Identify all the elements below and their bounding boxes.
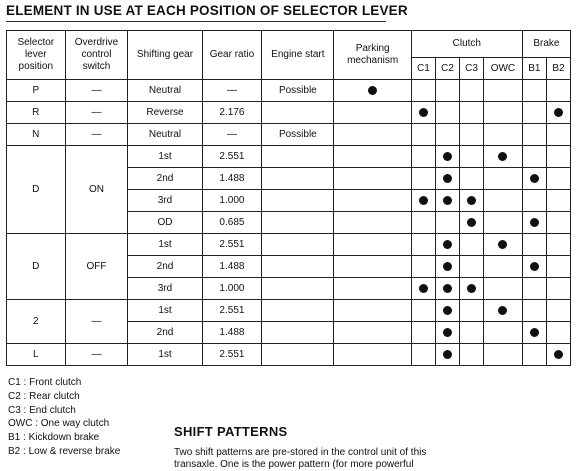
- cell-b2: [546, 190, 570, 212]
- engaged-dot: [554, 350, 563, 359]
- cell-owc: [484, 256, 523, 278]
- cell-parking-mechanism: [334, 212, 411, 234]
- paragraph-line: Two shift patterns are pre-stored in the control unit of this: [174, 447, 427, 458]
- cell-gear-ratio: —: [202, 124, 262, 146]
- cell-c3: [459, 256, 483, 278]
- table-row: [7, 344, 571, 366]
- cell-gear-ratio: 1.488: [202, 322, 262, 344]
- cell-c1: [411, 102, 435, 124]
- cell-engine-start: [262, 234, 334, 256]
- cell-parking-mechanism: [334, 234, 411, 256]
- cell-c2: [435, 168, 459, 190]
- cell-b2: [546, 102, 570, 124]
- cell-engine-start: [262, 190, 334, 212]
- cell-b2: [546, 234, 570, 256]
- cell-owc: [484, 80, 523, 102]
- legend-item: C3 : End clutch: [8, 404, 76, 416]
- cell-gear-ratio: 1.488: [202, 256, 262, 278]
- cell-gear-ratio: 2.551: [202, 300, 262, 322]
- cell-gear-ratio: 2.551: [202, 234, 262, 256]
- cell-c2: [435, 234, 459, 256]
- table-row: [7, 124, 571, 146]
- cell-shifting-gear: 3rd: [128, 190, 202, 212]
- legend-item: B2 : Low & reverse brake: [8, 445, 121, 457]
- cell-engine-start: [262, 344, 334, 366]
- cell-gear-ratio: 2.176: [202, 102, 262, 124]
- header-b1: B1: [522, 58, 546, 80]
- cell-shifting-gear: 2nd: [128, 322, 202, 344]
- cell-selector-position: R: [7, 102, 66, 124]
- cell-c1: [411, 80, 435, 102]
- header-selector-lever-position: Selector lever position: [7, 31, 66, 80]
- table-row: [7, 234, 571, 256]
- legend-item: OWC : One way clutch: [8, 418, 110, 430]
- cell-c2: [435, 190, 459, 212]
- cell-gear-ratio: 1.000: [202, 190, 262, 212]
- cell-b2: [546, 168, 570, 190]
- table-row: [7, 300, 571, 322]
- paragraph-line: transaxle. One is the power pattern (for more powerful: [174, 459, 414, 470]
- cell-b2: [546, 80, 570, 102]
- cell-engine-start: [262, 168, 334, 190]
- cell-b2: [546, 278, 570, 300]
- cell-c3: [459, 146, 483, 168]
- cell-c1: [411, 168, 435, 190]
- cell-engine-start: [262, 146, 334, 168]
- cell-c3: [459, 300, 483, 322]
- cell-b2: [546, 146, 570, 168]
- engaged-dot: [443, 284, 452, 293]
- cell-shifting-gear: Reverse: [128, 102, 202, 124]
- shift-patterns-heading: SHIFT PATTERNS: [174, 424, 288, 439]
- cell-b2: [546, 124, 570, 146]
- cell-overdrive-switch: —: [65, 124, 128, 146]
- cell-owc: [484, 190, 523, 212]
- cell-b2: [546, 212, 570, 234]
- cell-owc: [484, 234, 523, 256]
- engaged-dot: [498, 240, 507, 249]
- cell-c3: [459, 322, 483, 344]
- cell-c2: [435, 278, 459, 300]
- cell-b2: [546, 344, 570, 366]
- cell-c2: [435, 256, 459, 278]
- cell-shifting-gear: 1st: [128, 146, 202, 168]
- shift-patterns-text: [174, 447, 504, 471]
- cell-selector-position: L: [7, 344, 66, 366]
- cell-shifting-gear: Neutral: [128, 80, 202, 102]
- engaged-dot: [443, 196, 452, 205]
- cell-engine-start: Possible: [262, 124, 334, 146]
- cell-c2: [435, 124, 459, 146]
- cell-parking-mechanism: [334, 256, 411, 278]
- cell-b2: [546, 256, 570, 278]
- cell-b1: [522, 80, 546, 102]
- table-row: [7, 102, 571, 124]
- page-title: ELEMENT IN USE AT EACH POSITION OF SELECTOR LEVER: [6, 3, 408, 18]
- cell-c2: [435, 300, 459, 322]
- engaged-dot: [467, 196, 476, 205]
- engaged-dot: [443, 350, 452, 359]
- cell-overdrive-switch: —: [65, 102, 128, 124]
- cell-gear-ratio: 1.488: [202, 168, 262, 190]
- cell-engine-start: [262, 256, 334, 278]
- cell-c1: [411, 212, 435, 234]
- cell-c1: [411, 344, 435, 366]
- cell-c2: [435, 322, 459, 344]
- cell-shifting-gear: OD: [128, 212, 202, 234]
- cell-owc: [484, 212, 523, 234]
- header-c2: C2: [435, 58, 459, 80]
- cell-b1: [522, 234, 546, 256]
- cell-parking-mechanism: [334, 322, 411, 344]
- cell-b1: [522, 190, 546, 212]
- cell-c3: [459, 80, 483, 102]
- cell-c1: [411, 278, 435, 300]
- cell-b2: [546, 300, 570, 322]
- cell-c3: [459, 212, 483, 234]
- cell-shifting-gear: 1st: [128, 300, 202, 322]
- cell-c3: [459, 190, 483, 212]
- cell-owc: [484, 124, 523, 146]
- legend-item: C1 : Front clutch: [8, 377, 82, 388]
- cell-c1: [411, 300, 435, 322]
- cell-c2: [435, 212, 459, 234]
- cell-b1: [522, 322, 546, 344]
- cell-c1: [411, 256, 435, 278]
- cell-c1: [411, 190, 435, 212]
- cell-owc: [484, 146, 523, 168]
- engaged-dot: [368, 86, 377, 95]
- cell-b1: [522, 102, 546, 124]
- cell-engine-start: Possible: [262, 80, 334, 102]
- header-overdrive-control-switch: Overdrive control switch: [65, 31, 128, 80]
- cell-b1: [522, 124, 546, 146]
- cell-b1: [522, 168, 546, 190]
- table-body: [7, 80, 571, 366]
- cell-c1: [411, 124, 435, 146]
- cell-overdrive-switch: —: [65, 300, 128, 344]
- cell-overdrive-switch: —: [65, 80, 128, 102]
- cell-gear-ratio: 2.551: [202, 344, 262, 366]
- cell-owc: [484, 278, 523, 300]
- engaged-dot: [530, 218, 539, 227]
- cell-c2: [435, 146, 459, 168]
- cell-overdrive-switch: ON: [65, 146, 128, 234]
- cell-b1: [522, 256, 546, 278]
- engaged-dot: [443, 328, 452, 337]
- cell-selector-position: P: [7, 80, 66, 102]
- engaged-dot: [554, 108, 563, 117]
- cell-selector-position: 2: [7, 300, 66, 344]
- engaged-dot: [467, 284, 476, 293]
- cell-parking-mechanism: [334, 146, 411, 168]
- engaged-dot: [443, 152, 452, 161]
- engaged-dot: [419, 196, 428, 205]
- cell-b1: [522, 278, 546, 300]
- cell-engine-start: [262, 212, 334, 234]
- cell-shifting-gear: 2nd: [128, 168, 202, 190]
- cell-c1: [411, 146, 435, 168]
- table-row: [7, 80, 571, 102]
- cell-b1: [522, 344, 546, 366]
- engaged-dot: [443, 262, 452, 271]
- cell-b1: [522, 146, 546, 168]
- engaged-dot: [443, 240, 452, 249]
- cell-shifting-gear: 1st: [128, 344, 202, 366]
- table-row: [7, 146, 571, 168]
- cell-parking-mechanism: [334, 102, 411, 124]
- cell-c1: [411, 322, 435, 344]
- header-engine-start: Engine start: [262, 31, 334, 80]
- cell-selector-position: D: [7, 146, 66, 234]
- cell-shifting-gear: 3rd: [128, 278, 202, 300]
- cell-owc: [484, 102, 523, 124]
- cell-c3: [459, 234, 483, 256]
- header-shifting-gear: Shifting gear: [128, 31, 202, 80]
- engaged-dot: [443, 174, 452, 183]
- cell-engine-start: [262, 322, 334, 344]
- cell-parking-mechanism: [334, 278, 411, 300]
- engaged-dot: [467, 218, 476, 227]
- cell-gear-ratio: 1.000: [202, 278, 262, 300]
- cell-overdrive-switch: —: [65, 344, 128, 366]
- cell-shifting-gear: 2nd: [128, 256, 202, 278]
- cell-gear-ratio: 0.685: [202, 212, 262, 234]
- cell-c3: [459, 102, 483, 124]
- header-c1: C1: [411, 58, 435, 80]
- cell-selector-position: D: [7, 234, 66, 300]
- engaged-dot: [498, 306, 507, 315]
- header-clutch: Clutch: [411, 31, 522, 58]
- cell-parking-mechanism: [334, 344, 411, 366]
- cell-c3: [459, 278, 483, 300]
- cell-selector-position: N: [7, 124, 66, 146]
- header-b2: B2: [546, 58, 570, 80]
- cell-owc: [484, 168, 523, 190]
- cell-b1: [522, 300, 546, 322]
- cell-engine-start: [262, 102, 334, 124]
- legend: [8, 376, 120, 459]
- header-c3: C3: [459, 58, 483, 80]
- cell-parking-mechanism: [334, 124, 411, 146]
- cell-c2: [435, 102, 459, 124]
- cell-gear-ratio: —: [202, 80, 262, 102]
- cell-shifting-gear: Neutral: [128, 124, 202, 146]
- cell-shifting-gear: 1st: [128, 234, 202, 256]
- cell-c3: [459, 168, 483, 190]
- engaged-dot: [443, 306, 452, 315]
- engaged-dot: [530, 328, 539, 337]
- cell-parking-mechanism: [334, 168, 411, 190]
- cell-b1: [522, 212, 546, 234]
- cell-engine-start: [262, 278, 334, 300]
- cell-engine-start: [262, 300, 334, 322]
- cell-c2: [435, 344, 459, 366]
- header-parking-mechanism: Parking mechanism: [334, 31, 411, 80]
- cell-parking-mechanism: [334, 190, 411, 212]
- cell-owc: [484, 344, 523, 366]
- engaged-dot: [530, 262, 539, 271]
- header-brake: Brake: [522, 31, 570, 58]
- engaged-dot: [419, 284, 428, 293]
- cell-c2: [435, 80, 459, 102]
- legend-item: C2 : Rear clutch: [8, 390, 80, 402]
- legend-item: B1 : Kickdown brake: [8, 432, 100, 444]
- engaged-dot: [530, 174, 539, 183]
- cell-owc: [484, 322, 523, 344]
- title-underline: [6, 21, 386, 22]
- cell-parking-mechanism: [334, 300, 411, 322]
- engaged-dot: [498, 152, 507, 161]
- cell-c1: [411, 234, 435, 256]
- selector-lever-table: [6, 30, 571, 366]
- engaged-dot: [419, 108, 428, 117]
- cell-owc: [484, 300, 523, 322]
- cell-gear-ratio: 2.551: [202, 146, 262, 168]
- header-gear-ratio: Gear ratio: [202, 31, 262, 80]
- cell-c3: [459, 124, 483, 146]
- cell-c3: [459, 344, 483, 366]
- cell-overdrive-switch: OFF: [65, 234, 128, 300]
- cell-b2: [546, 322, 570, 344]
- cell-parking-mechanism: [334, 80, 411, 102]
- header-owc: OWC: [484, 58, 523, 80]
